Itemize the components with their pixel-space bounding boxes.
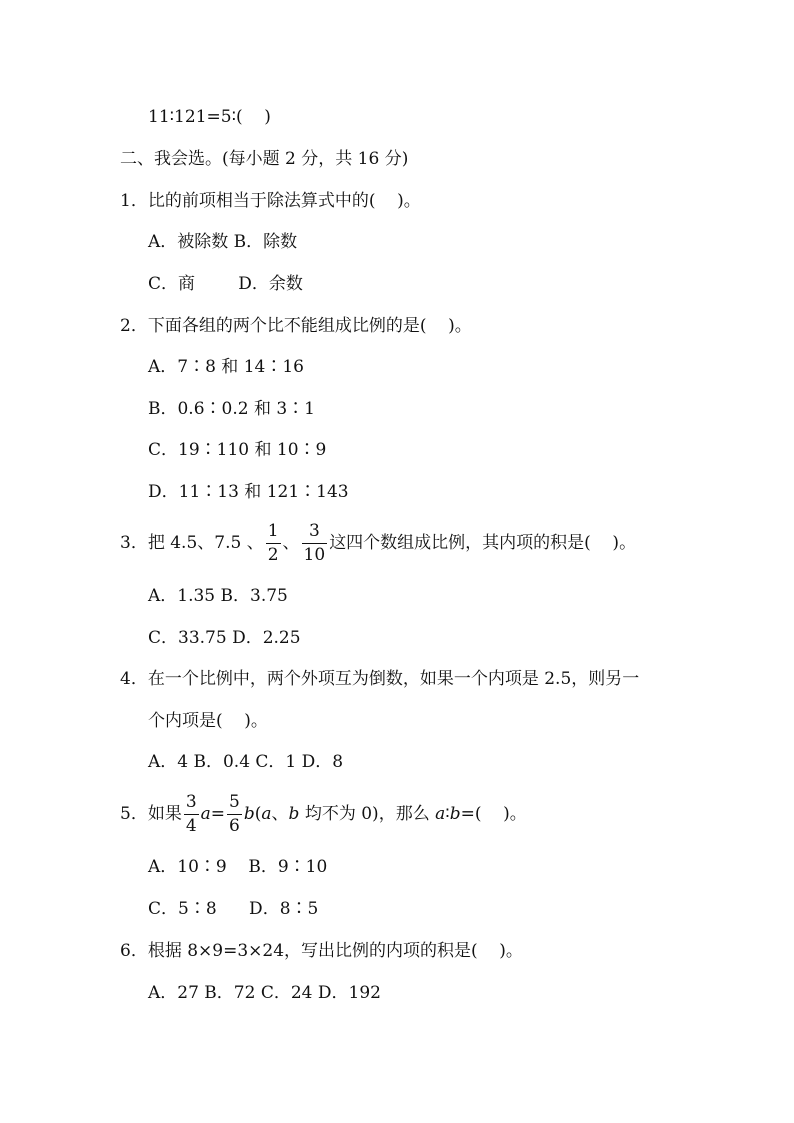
variable-b: b xyxy=(449,804,461,824)
question-5 xyxy=(120,791,527,837)
separator: 、 xyxy=(271,804,289,824)
section-title: 二、我会选。(每小题 2 分，共 16 分) xyxy=(120,149,409,169)
question-text: 下面各组的两个比不能组成比例的是( )。 xyxy=(147,316,472,336)
fraction-numerator: 1 xyxy=(266,523,281,544)
option-line: D．11∶13 和 121∶143 xyxy=(148,482,349,502)
question-3 xyxy=(120,520,636,566)
fraction-three-quarters xyxy=(184,794,199,835)
option-line: C．商 D．余数 xyxy=(148,274,303,294)
option-line: C．19∶110 和 10∶9 xyxy=(148,440,327,460)
option-line: A．27 B．72 C．24 D．192 xyxy=(148,983,381,1003)
question-number: 6． xyxy=(120,941,148,961)
fraction-denominator: 2 xyxy=(267,545,279,565)
separator: 、 xyxy=(282,533,300,553)
question-number: 1． xyxy=(120,191,148,211)
question-text: 比的前项相当于除法算式中的( )。 xyxy=(147,191,421,211)
question-text-a: 把 4.5、7.5 、 xyxy=(147,533,264,553)
question-number: 5． xyxy=(120,804,148,824)
option-line: C．33.75 D．2.25 xyxy=(148,628,301,648)
question-number: 2． xyxy=(120,316,148,336)
fraction-three-tenths xyxy=(302,523,328,564)
fill-in-line: 11∶121=5∶( ) xyxy=(148,107,271,127)
variable-a: a xyxy=(261,804,272,824)
variable-a: a xyxy=(435,804,446,824)
option-line: A．7∶8 和 14∶16 xyxy=(148,357,304,377)
question-text-a: 如果 xyxy=(147,804,182,824)
paren-open: ( xyxy=(254,804,262,824)
question-text-b: 均不为 0)，那么 xyxy=(299,804,436,824)
question-number: 3． xyxy=(120,533,148,553)
question-text-b: 这四个数组成比例，其内项的积是( )。 xyxy=(329,533,637,553)
question-number: 4． xyxy=(120,669,148,689)
option-line: A．10∶9 B．9∶10 xyxy=(148,857,328,877)
fraction-numerator: 3 xyxy=(184,794,199,815)
option-line: A．被除数 B．除数 xyxy=(148,232,298,252)
fraction-numerator: 5 xyxy=(227,794,242,815)
variable-b: b xyxy=(288,804,300,824)
option-line: A．4 B．0.4 C．1 D．8 xyxy=(148,752,344,772)
question-1 xyxy=(120,190,421,212)
option-line: B．0.6∶0.2 和 3∶1 xyxy=(148,399,316,419)
option-line: A．1.35 B．3.75 xyxy=(148,586,288,606)
question-4 xyxy=(120,668,639,690)
fraction-denominator: 10 xyxy=(303,545,326,565)
fraction-denominator: 4 xyxy=(185,816,197,836)
question-text: 在一个比例中，两个外项互为倒数，如果一个内项是 2.5，则另一 xyxy=(147,669,640,689)
question-text: 根据 8×9=3×24，写出比例的内项的积是( )。 xyxy=(147,941,523,961)
variable-a: a xyxy=(200,804,211,824)
equals-sign: = xyxy=(210,804,226,824)
question-4-continued: 个内项是( )。 xyxy=(148,711,268,731)
variable-b: b xyxy=(243,804,255,824)
question-2 xyxy=(120,315,472,337)
fraction-one-half xyxy=(266,523,281,564)
fraction-numerator: 3 xyxy=(302,523,328,544)
ratio-colon: ∶ xyxy=(445,804,450,824)
option-line: C．5∶8 D．8∶5 xyxy=(148,899,319,919)
question-text-c: =( )。 xyxy=(460,804,527,824)
fraction-five-sixths xyxy=(227,794,242,835)
question-6 xyxy=(120,940,523,962)
fraction-denominator: 6 xyxy=(229,816,240,836)
